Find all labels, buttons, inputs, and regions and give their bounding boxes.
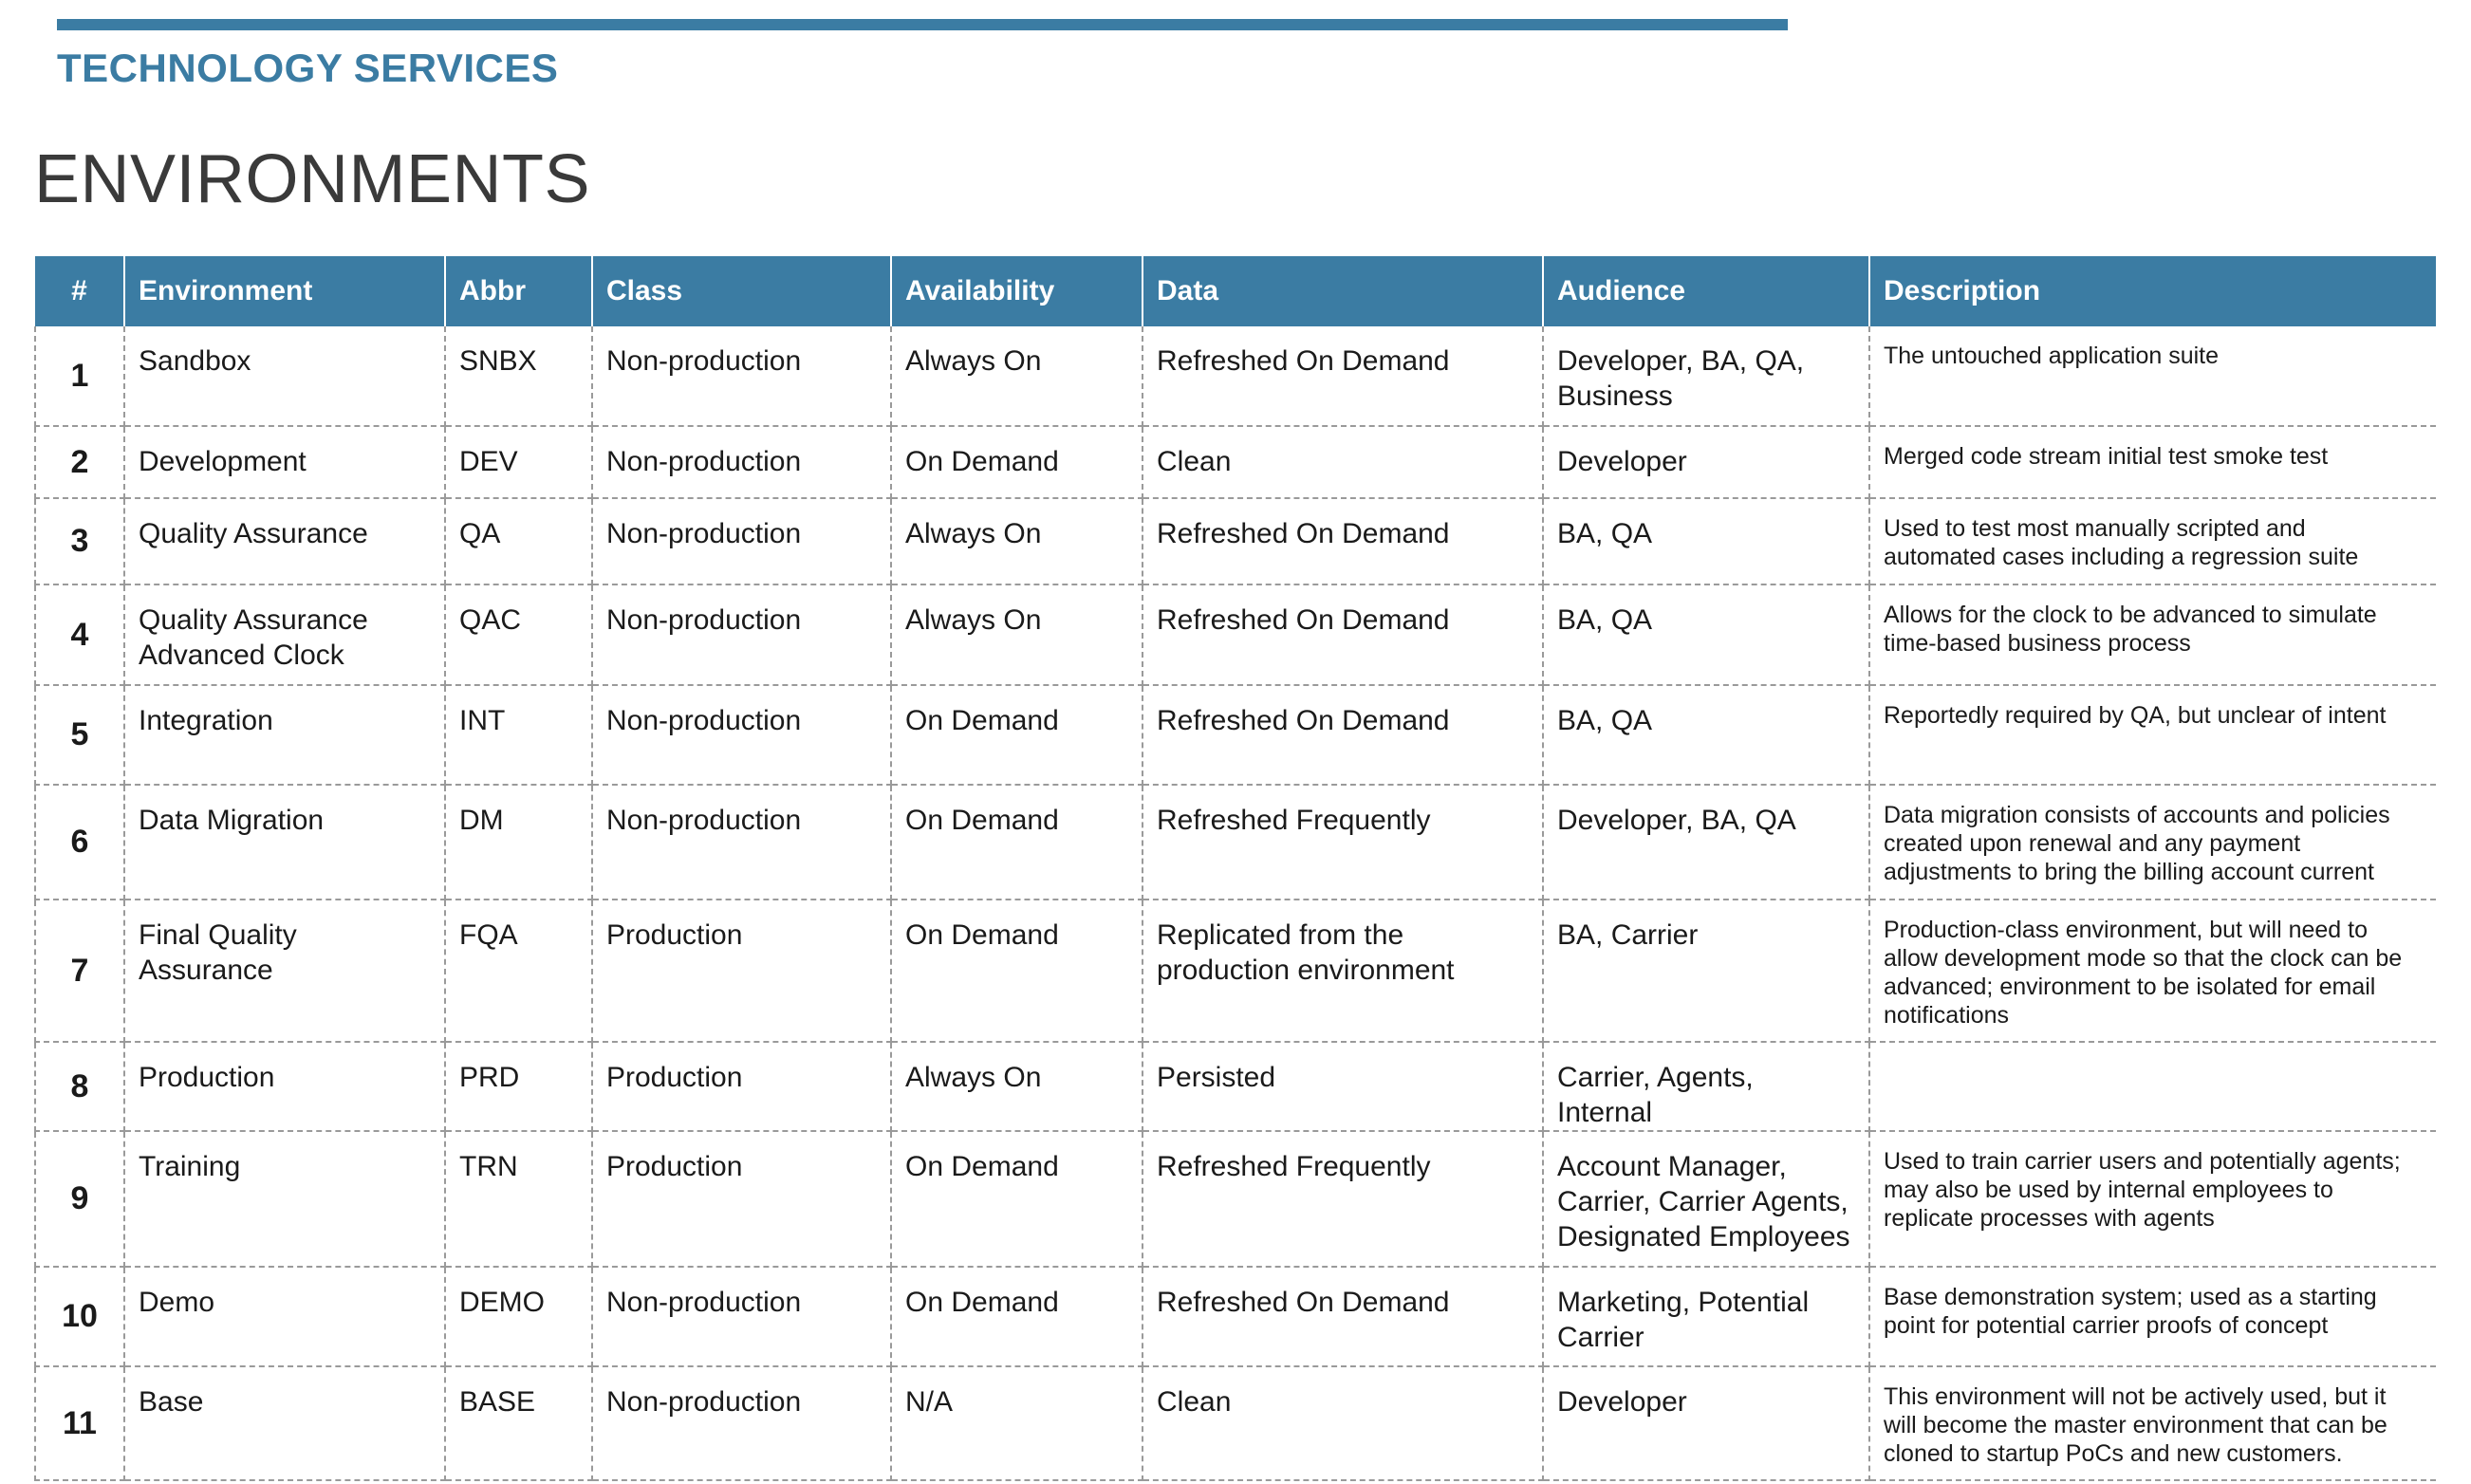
data-cell: Persisted [1143,1042,1543,1131]
environment-cell: Sandbox [124,326,445,426]
row-number: 7 [35,900,124,1042]
class-cell: Non-production [592,1267,891,1366]
top-rule [57,19,1788,30]
table-header-row [35,256,2436,326]
row-number: 3 [35,498,124,584]
audience-cell: BA, Carrier [1543,900,1869,1042]
column-header-description: Description [1869,256,2436,326]
table-row [35,900,2436,1042]
environment-cell: Final Quality Assurance [124,900,445,1042]
class-cell: Non-production [592,785,891,900]
data-cell: Replicated from the production environment [1143,900,1543,1042]
class-cell: Production [592,1131,891,1267]
description-cell: This environment will not be actively used, but it will become the master environment that can be cloned to startup PoCs and new customers. [1869,1366,2436,1480]
table-row [35,1366,2436,1480]
row-number: 4 [35,584,124,685]
availability-cell: Always On [891,326,1143,426]
data-cell: Refreshed On Demand [1143,685,1543,785]
availability-cell: On Demand [891,685,1143,785]
audience-cell: Developer [1543,1366,1869,1480]
row-number: 6 [35,785,124,900]
availability-cell: On Demand [891,900,1143,1042]
data-cell: Refreshed On Demand [1143,1267,1543,1366]
environments-table [34,256,2436,1481]
audience-cell: Account Manager, Carrier, Carrier Agents, Designated Employees [1543,1131,1869,1267]
availability-cell: On Demand [891,1131,1143,1267]
row-number: 8 [35,1042,124,1131]
table-row [35,498,2436,584]
class-cell: Non-production [592,685,891,785]
audience-cell: Developer, BA, QA, Business [1543,326,1869,426]
data-cell: Refreshed Frequently [1143,785,1543,900]
class-cell: Non-production [592,326,891,426]
audience-cell: BA, QA [1543,685,1869,785]
table-row [35,685,2436,785]
class-cell: Non-production [592,584,891,685]
description-cell: The untouched application suite [1869,326,2436,426]
availability-cell: On Demand [891,426,1143,498]
column-header-data: Data [1143,256,1543,326]
class-cell: Production [592,1042,891,1131]
environment-cell: Development [124,426,445,498]
environment-cell: Integration [124,685,445,785]
environment-cell: Quality Assurance [124,498,445,584]
row-number: 5 [35,685,124,785]
class-cell: Non-production [592,498,891,584]
environment-cell: Training [124,1131,445,1267]
description-cell: Base demonstration system; used as a starting point for potential carrier proofs of concept [1869,1267,2436,1366]
column-header-audience: Audience [1543,256,1869,326]
row-number: 11 [35,1366,124,1480]
environment-cell: Quality Assurance Advanced Clock [124,584,445,685]
class-cell: Production [592,900,891,1042]
row-number: 1 [35,326,124,426]
page-title: ENVIRONMENTS [34,141,591,217]
audience-cell: Carrier, Agents, Internal [1543,1042,1869,1131]
abbr-cell: DEMO [445,1267,592,1366]
description-cell: Merged code stream initial test smoke test [1869,426,2436,498]
column-header-abbr: Abbr [445,256,592,326]
description-cell: Data migration consists of accounts and policies created upon renewal and any payment adjustments to bring the billing account current [1869,785,2436,900]
row-number: 10 [35,1267,124,1366]
availability-cell: Always On [891,1042,1143,1131]
availability-cell: N/A [891,1366,1143,1480]
data-cell: Refreshed On Demand [1143,498,1543,584]
table-row [35,1042,2436,1131]
row-number: 2 [35,426,124,498]
environment-cell: Base [124,1366,445,1480]
environment-cell: Demo [124,1267,445,1366]
class-cell: Non-production [592,1366,891,1480]
class-cell: Non-production [592,426,891,498]
abbr-cell: DM [445,785,592,900]
description-cell: Used to test most manually scripted and automated cases including a regression suite [1869,498,2436,584]
table-row [35,785,2436,900]
abbr-cell: PRD [445,1042,592,1131]
section-title: TECHNOLOGY SERVICES [57,46,559,90]
description-cell [1869,1042,2436,1131]
data-cell: Clean [1143,426,1543,498]
audience-cell: Marketing, Potential Carrier [1543,1267,1869,1366]
availability-cell: Always On [891,498,1143,584]
column-header-environment: Environment [124,256,445,326]
audience-cell: Developer [1543,426,1869,498]
availability-cell: On Demand [891,1267,1143,1366]
data-cell: Clean [1143,1366,1543,1480]
abbr-cell: QA [445,498,592,584]
data-cell: Refreshed On Demand [1143,584,1543,685]
audience-cell: BA, QA [1543,584,1869,685]
table-row [35,1131,2436,1267]
environment-cell: Data Migration [124,785,445,900]
abbr-cell: BASE [445,1366,592,1480]
abbr-cell: FQA [445,900,592,1042]
abbr-cell: INT [445,685,592,785]
description-cell: Used to train carrier users and potentially agents; may also be used by internal employees to replicate processes with agents [1869,1131,2436,1267]
abbr-cell: SNBX [445,326,592,426]
description-cell: Reportedly required by QA, but unclear of intent [1869,685,2436,785]
table-row [35,584,2436,685]
description-cell: Allows for the clock to be advanced to simulate time-based business process [1869,584,2436,685]
column-header-number: # [35,256,124,326]
environment-cell: Production [124,1042,445,1131]
data-cell: Refreshed Frequently [1143,1131,1543,1267]
table-row [35,1267,2436,1366]
audience-cell: BA, QA [1543,498,1869,584]
abbr-cell: QAC [445,584,592,685]
column-header-class: Class [592,256,891,326]
availability-cell: Always On [891,584,1143,685]
row-number: 9 [35,1131,124,1267]
description-cell: Production-class environment, but will need to allow development mode so that the clock can be advanced; environment to be isolated for email notifications [1869,900,2436,1042]
column-header-availability: Availability [891,256,1143,326]
table-row [35,426,2436,498]
abbr-cell: DEV [445,426,592,498]
availability-cell: On Demand [891,785,1143,900]
abbr-cell: TRN [445,1131,592,1267]
data-cell: Refreshed On Demand [1143,326,1543,426]
audience-cell: Developer, BA, QA [1543,785,1869,900]
table-row [35,326,2436,426]
